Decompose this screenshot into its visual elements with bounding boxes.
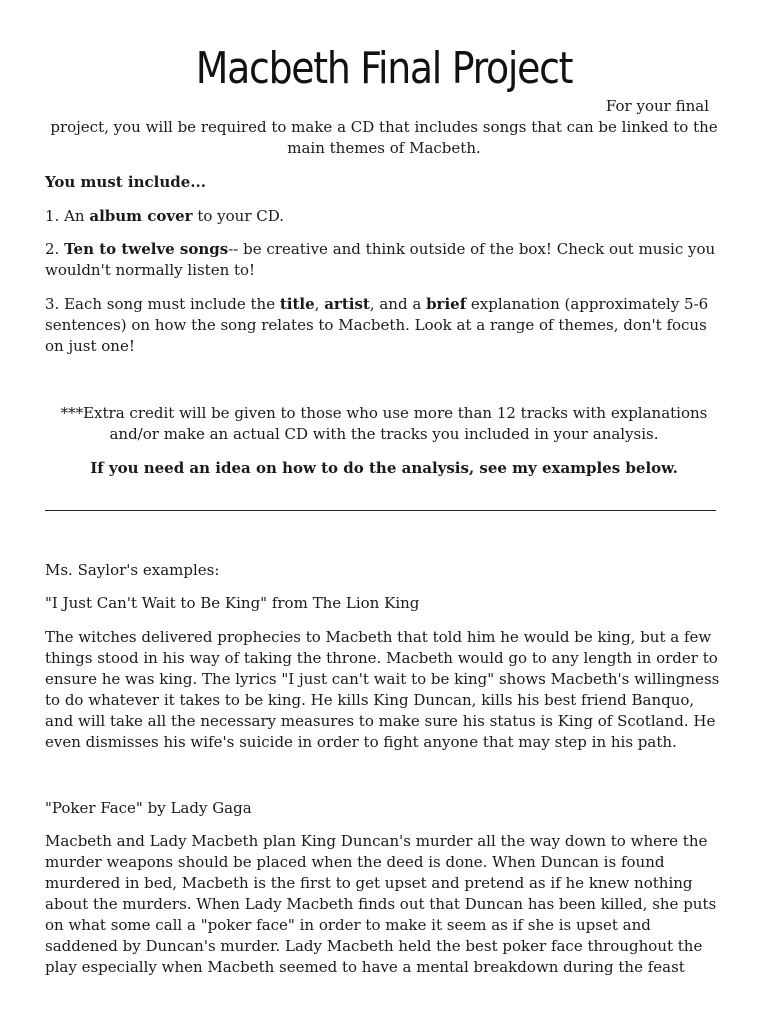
item2-suffix: -- be creative and think outside of the box! Check out music you wouldn't normally listen to!: [45, 240, 716, 279]
example-1-song: "I Just Can't Wait to Be King" from The Lion King: [45, 594, 420, 612]
requirement-item-1: [45, 206, 723, 227]
requirement-item-2: [45, 239, 723, 281]
item2-prefix: 2.: [45, 240, 65, 258]
example-2-analysis: Macbeth and Lady Macbeth plan King Duncan's murder all the way down to where the murder weapons should be placed when the deed is done. When Duncan is found murdered in bed, Macbeth is the first to get upset and pretend as if he knew nothing about the murders. When Lady Macbeth finds out that Duncan has been killed, she puts on what some call a "poker face" in order to make it seem as if she is upset and saddened by Duncan's murder. Lady Macbeth held the best poker face throughout the play especially when Macbeth seemed to have a mental breakdown during the feast: [45, 832, 717, 976]
item3-prefix: 3. Each song must include the: [45, 295, 280, 313]
extra-credit-note: ***Extra credit will be given to those who use more than 12 tracks with explanations and/or make an actual CD with the tracks you included in your analysis.: [60, 404, 708, 443]
item2-bold: Ten to twelve songs: [64, 240, 229, 258]
example-1-analysis: The witches delivered prophecies to Macbeth that told him he would be king, but a few things stood in his way of taking the throne. Macbeth would go to any length in order to ensure he was king. The lyrics "I just can't wait to be king" shows Macbeth's willingness to do whatever it takes to be king. He kills King Duncan, kills his best friend Banquo, and will take all the necessary measures to make sure his status is King of Scotland. He even dismisses his wife's suicide in order to fight anyone that may step in his path.: [45, 628, 720, 751]
item3-sep-1: ,: [314, 295, 325, 313]
examples-heading: Ms. Saylor's examples:: [45, 561, 220, 579]
item1-suffix: to your CD.: [192, 207, 284, 225]
page-title: Macbeth Final Project: [195, 43, 573, 94]
must-include-heading: [45, 172, 723, 193]
example-2-song: "Poker Face" by Lady Gaga: [45, 799, 252, 817]
intro-paragraph: project, you will be required to make a CD that includes songs that can be linked to the main themes of Macbeth.: [50, 118, 718, 157]
intro-line-1: For your final: [605, 97, 709, 115]
item1-bold: album cover: [89, 207, 193, 225]
item3-bold-artist: artist: [324, 295, 370, 313]
must-include-text: You must include...: [45, 173, 206, 191]
item3-sep-2: , and a: [369, 295, 427, 313]
item3-bold-title: title: [279, 295, 315, 313]
horizontal-divider: [45, 510, 716, 511]
item3-suffix: explanation (approximately 5-6 sentences) on how the song relates to Macbeth. Look at a range of themes, don't focus on just one!: [45, 295, 709, 355]
item3-bold-brief: brief: [426, 295, 467, 313]
analysis-idea-note: [45, 458, 723, 479]
requirement-item-3: [45, 294, 723, 357]
analysis-idea-text: If you need an idea on how to do the analysis, see my examples below.: [90, 459, 678, 477]
item1-prefix: 1. An: [45, 207, 90, 225]
